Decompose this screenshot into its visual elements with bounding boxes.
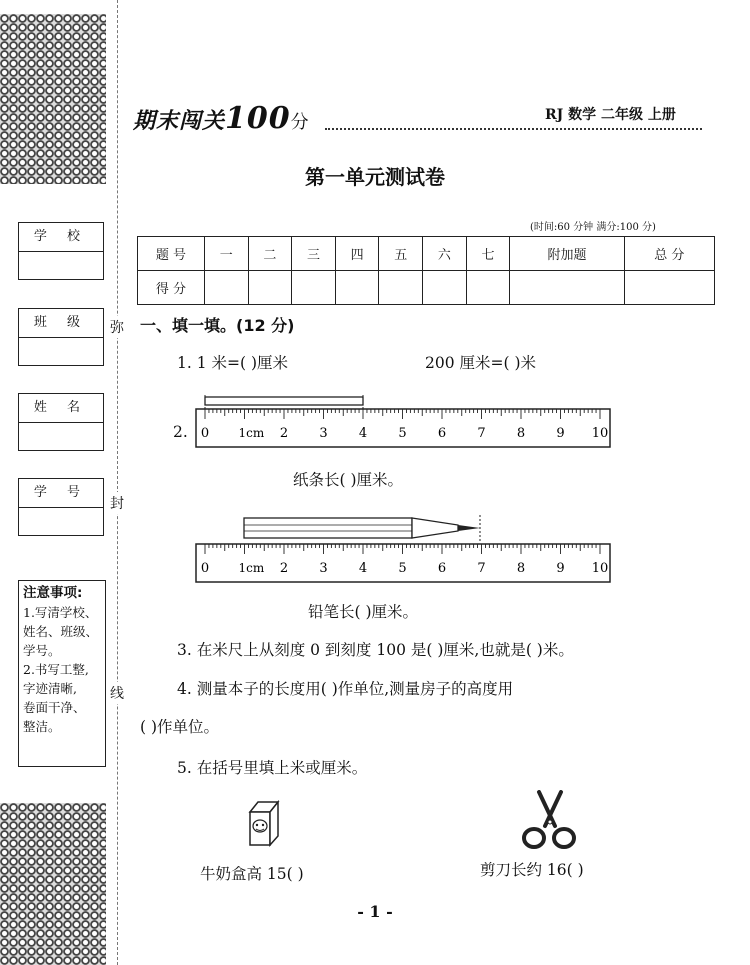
score-table-row-label: 得 分 <box>138 271 205 305</box>
section1-title: 一、填一填。(12 分) <box>140 316 295 335</box>
score-table-col: 七 <box>466 237 510 271</box>
ruler-label: 7 <box>477 426 486 441</box>
score-table-score-row <box>138 271 715 305</box>
paper-strip <box>200 395 370 409</box>
decorative-pattern-top <box>0 14 106 184</box>
score-cell[interactable] <box>510 271 624 305</box>
ruler-label: 6 <box>437 426 447 441</box>
notes-line: 学号。 <box>23 643 61 658</box>
score-cell[interactable] <box>205 271 249 305</box>
notes-line: 姓名、班级、 <box>23 624 99 639</box>
ruler-label: 1cm <box>238 561 265 575</box>
score-table-header-row <box>138 237 715 271</box>
notes-line: 1.写清学校、 <box>23 605 98 620</box>
ruler-label: 5 <box>398 426 407 441</box>
paper-length-answer: 纸条长( )厘米。 <box>293 471 404 489</box>
seal-char-feng: 封 <box>110 492 124 514</box>
brand-text: 期末闯关 <box>133 108 226 134</box>
score-table-col: 附加题 <box>510 237 624 271</box>
q4-line1: 4. 测量本子的长度用( )作单位,测量房子的高度用 <box>177 680 514 698</box>
ruler-label: 5 <box>398 561 407 576</box>
ruler-label: 4 <box>358 426 368 441</box>
score-cell[interactable] <box>466 271 510 305</box>
q1-part-b: 200 厘米=( )米 <box>425 354 537 372</box>
ruler-label: 2 <box>279 561 289 576</box>
q3-text: 3. 在米尺上从刻度 0 到刻度 100 是( )厘米,也就是( )米。 <box>177 641 574 659</box>
score-table <box>137 236 715 305</box>
q4-line2: ( )作单位。 <box>140 718 220 736</box>
score-table-col: 总 分 <box>624 237 714 271</box>
class-field-box <box>18 308 104 366</box>
milk-box-icon <box>244 800 284 848</box>
ruler-label: 3 <box>319 561 328 576</box>
notes-box <box>18 580 106 767</box>
ruler-label: 10 <box>591 561 609 576</box>
grade-info: RJ 数学 二年级 上册 <box>545 107 676 123</box>
name-input[interactable] <box>19 423 103 450</box>
score-table-col: 五 <box>379 237 423 271</box>
student-id-input[interactable] <box>19 508 103 535</box>
ruler-label: 1cm <box>238 426 265 440</box>
pencil-length-answer: 铅笔长( )厘米。 <box>308 603 419 621</box>
name-label: 姓 名 <box>19 394 103 423</box>
score-cell[interactable] <box>624 271 714 305</box>
brand-logo <box>133 101 310 136</box>
scissors-caption: 剪刀长约 16( ) <box>480 861 584 879</box>
pencil-icon <box>240 513 490 543</box>
notes-line: 2.书写工整, <box>23 662 89 677</box>
ruler-label: 7 <box>477 561 486 576</box>
decorative-pattern-bottom <box>0 803 106 965</box>
ruler-label: 9 <box>556 426 565 441</box>
score-table-col: 二 <box>248 237 292 271</box>
seal-char-mi: 弥 <box>110 316 124 338</box>
name-field-box <box>18 393 104 451</box>
ruler-label: 0 <box>200 426 210 441</box>
q5-text: 5. 在括号里填上米或厘米。 <box>177 759 368 777</box>
ruler-label: 0 <box>200 561 210 576</box>
ruler-two <box>195 543 615 585</box>
notes-line: 字迹清晰, <box>23 681 77 696</box>
score-table-row-label: 题 号 <box>138 237 205 271</box>
school-input[interactable] <box>19 252 103 279</box>
page-title: 第一单元测试卷 <box>305 165 445 189</box>
ruler-label: 8 <box>516 426 526 441</box>
score-cell[interactable] <box>335 271 379 305</box>
score-cell[interactable] <box>423 271 467 305</box>
score-cell[interactable] <box>292 271 336 305</box>
score-table-col: 一 <box>205 237 249 271</box>
class-label: 班 级 <box>19 309 103 338</box>
milk-box-caption: 牛奶盒高 15( ) <box>200 865 304 883</box>
ruler-label: 3 <box>319 426 328 441</box>
ruler-label: 10 <box>591 426 609 441</box>
header-dotted-rule <box>325 128 702 130</box>
school-field-box <box>18 222 104 280</box>
notes-line: 整洁。 <box>23 719 61 734</box>
ruler-label: 2 <box>279 426 289 441</box>
class-input[interactable] <box>19 338 103 365</box>
notes-line: 卷面干净、 <box>23 700 86 715</box>
score-table-col: 三 <box>292 237 336 271</box>
brand-score: 100 <box>225 101 291 136</box>
ruler-label: 8 <box>516 561 526 576</box>
notes-title: 注意事项: <box>23 585 83 601</box>
seal-char-xian: 线 <box>110 682 124 704</box>
student-id-label: 学 号 <box>19 479 103 508</box>
ruler-label: 6 <box>437 561 447 576</box>
binding-dashed-line <box>117 0 118 965</box>
score-table-col: 六 <box>423 237 467 271</box>
score-table-col: 四 <box>335 237 379 271</box>
q1-part-a: 1. 1 米=( )厘米 <box>177 354 289 372</box>
ruler-label: 9 <box>556 561 565 576</box>
score-cell[interactable] <box>248 271 292 305</box>
student-id-field-box <box>18 478 104 536</box>
ruler-label: 4 <box>358 561 368 576</box>
exam-meta: (时间:60 分钟 满分:100 分) <box>530 222 656 233</box>
scissors-icon <box>517 790 581 854</box>
school-label: 学 校 <box>19 223 103 252</box>
ruler-one <box>195 408 615 450</box>
brand-unit: 分 <box>290 112 310 133</box>
score-cell[interactable] <box>379 271 423 305</box>
page-number: - 1 - <box>357 902 393 921</box>
q2-number: 2. <box>173 423 188 441</box>
